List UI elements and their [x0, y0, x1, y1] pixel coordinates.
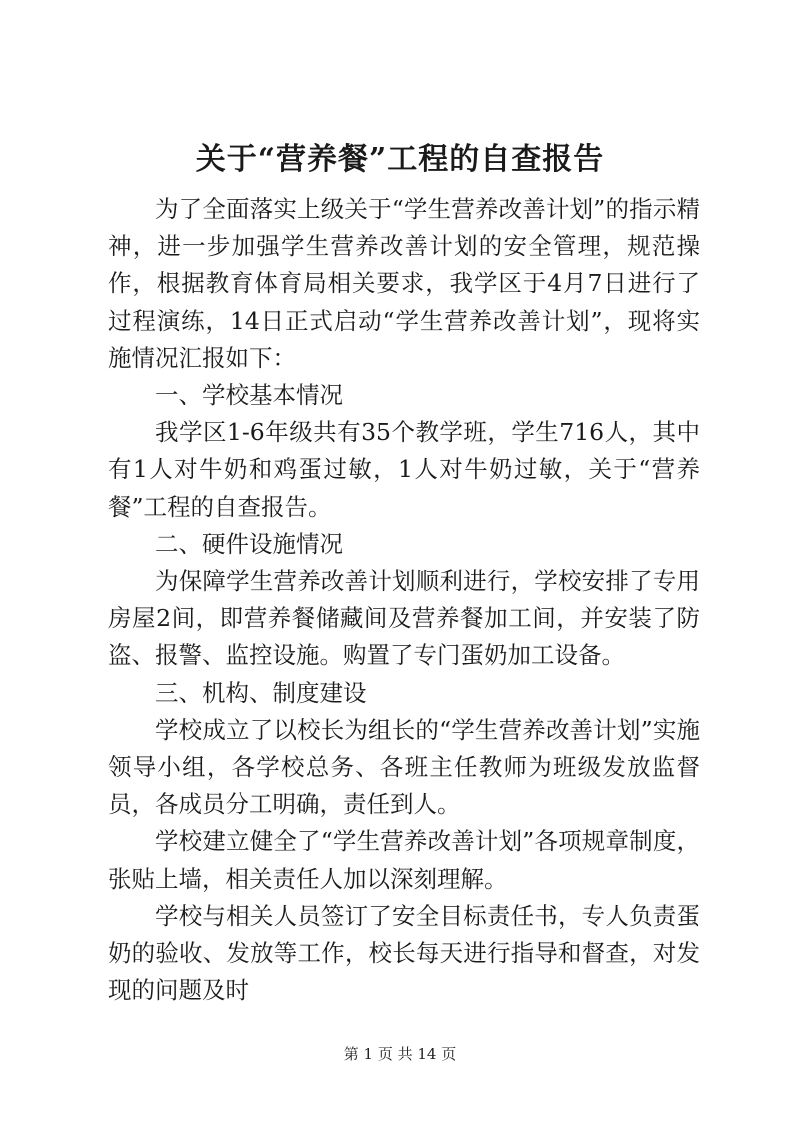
paragraph-responsibility: 学校与相关人员签订了安全目标责任书，专人负责蛋奶的验收、发放等工作，校长每天进行指导和督查，对发现的问题及时: [108, 901, 700, 1005]
section-heading-facilities: 二、硬件设施情况: [155, 529, 343, 558]
page-number-footer: 第 1 页 共 14 页: [343, 1045, 457, 1063]
paragraph-intro: 为了全面落实上级关于“学生营养改善计划”的指示精神，进一步加强学生营养改善计划的安全管理，规范操作，根据教育体育局相关要求，我学区于4月7日进行了过程演练，14日正式启动“学生营养改善计划”，现将实施情况汇报如下：: [108, 195, 700, 372]
document-title: 关于“营养餐”工程的自查报告: [195, 142, 605, 177]
paragraph-organization: 学校成立了以校长为组长的“学生营养改善计划”实施领导小组，各学校总务、各班主任教师为班级发放监督员，各成员分工明确，责任到人。: [108, 715, 700, 819]
section-heading-organization: 三、机构、制度建设: [155, 678, 367, 707]
document-body: [108, 191, 700, 1009]
paragraph-facilities: 为保障学生营养改善计划顺利进行，学校安排了专用房屋2间，即营养餐储藏间及营养餐加工间，并安装了防盗、报警、监控设施。购置了专门蛋奶加工设备。: [108, 567, 700, 670]
paragraph-basic-info: 我学区1-6年级共有35个教学班，学生716人，其中有1人对牛奶和鸡蛋过敏，1人对牛奶过敏，关于“营养餐”工程的自查报告。: [108, 418, 700, 521]
paragraph-regulations: 学校建立健全了“学生营养改善计划”各项规章制度，张贴上墙，相关责任人加以深刻理解。: [108, 827, 700, 893]
section-heading-basic-info: 一、学校基本情况: [155, 381, 343, 410]
